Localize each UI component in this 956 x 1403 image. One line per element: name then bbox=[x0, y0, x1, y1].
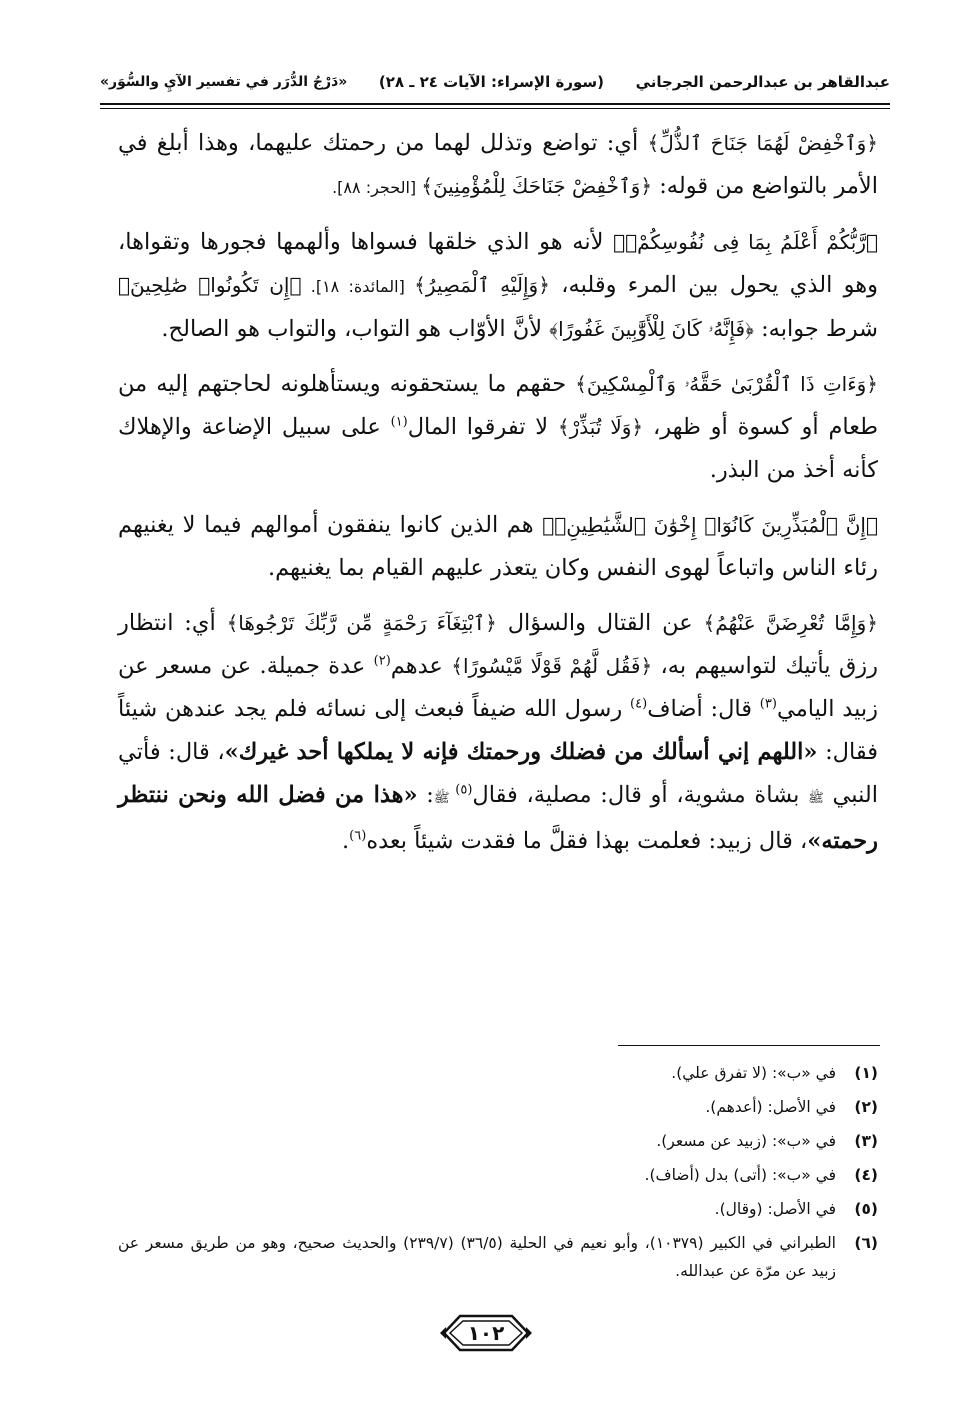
quran-verse: ﴿وَإِمَّا تُعْرِضَنَّ عَنْهُمُ﴾ bbox=[703, 611, 878, 635]
quran-verse: ﴿فَقُل لَّهُمْ قَوْلًا مَّيْسُورًا﴾ bbox=[451, 654, 653, 678]
footnote-text: في «ب»: (زبيد عن مسعر). bbox=[656, 1132, 836, 1150]
header-rule bbox=[100, 103, 890, 105]
footnote-text: في الأصل: (أعدهم). bbox=[705, 1098, 836, 1116]
page-number-text: ١٠٢ bbox=[467, 1321, 505, 1345]
commentary-text: هم الذين كانوا ينفقون أموالهم فيما لا يغنيهم رئاء الناس واتباعاً لهوى النفس وكان يتعذر عليهم القيام بما يغنيهم. bbox=[118, 512, 878, 581]
header-author: عبدالقاهر بن عبدالرحمن الجرجاني bbox=[635, 73, 890, 91]
footnote-item bbox=[118, 1056, 878, 1090]
header-rule-thin bbox=[100, 108, 890, 109]
footnote-marker[interactable]: (٤) bbox=[630, 696, 648, 712]
hadith-quote: «اللهم إني أسألك من فضلك ورحمتك فإنه لا يملكها أحد غيرك» bbox=[224, 739, 818, 765]
quran-verse: ﴿ٱبْتِغَآءَ رَحْمَةٍ مِّن رَّبِّكَ تَرْجُوهَا﴾ bbox=[226, 611, 497, 635]
header-book-title: «دَرْجُ الدُّرَر في تفسير الآيِ والسُّوَر» bbox=[100, 74, 348, 90]
commentary-text: عدهم bbox=[390, 653, 452, 679]
footnote-item bbox=[118, 1226, 878, 1285]
footnote-number: (٣) bbox=[854, 1132, 878, 1150]
header-surah: (سورة الإسراء: الآيات ٢٤ ـ ٢٨) bbox=[378, 73, 604, 91]
footnote-marker[interactable]: (١) bbox=[390, 414, 408, 430]
quran-verse: ﴿وَءَاتِ ذَا ٱلْقُرْبَىٰ حَقَّهُۥ وَٱلْمِسْكِينَ﴾ bbox=[575, 372, 878, 396]
verse-reference: [الحجر: ٨٨]. bbox=[332, 178, 422, 197]
footnote-text: في «ب»: (لا تفرق علي). bbox=[671, 1064, 836, 1082]
footnote-text: في الأصل: (وقال). bbox=[714, 1200, 836, 1218]
footnote-marker[interactable]: (٢) bbox=[373, 653, 391, 669]
commentary-text: عن القتال والسؤال bbox=[496, 610, 704, 636]
commentary-text: أي: تواضع وتذلل لهما من رحمتك عليهما، وهذا أبلغ في الأمر بالتواضع من قوله: bbox=[118, 130, 878, 199]
main-text bbox=[118, 122, 878, 875]
commentary-text: ، قال: فأتي النبي bbox=[118, 739, 878, 808]
commentary-text: شرط جوابه: bbox=[753, 316, 878, 342]
footnote-number: (٤) bbox=[854, 1166, 878, 1184]
footnote-item bbox=[118, 1090, 878, 1124]
commentary-text: لأنه هو الذي خلقها فسواها وألهمها فجورها وتقواها، وهو الذي يحول بين المرء وقلبه، bbox=[118, 229, 879, 298]
commentary-text: : bbox=[417, 782, 434, 808]
footnote-text: الطبراني في الكبير (١٠٣٧٩)، وأبو نعيم في الحلية (٣٦/٥) (٢٣٩/٧) والحديث صحيح، وهو من طريق مسعر عن زبيد عن مرّة عن عبدالله. bbox=[118, 1234, 836, 1280]
hadith-quote: «هذا من فضل الله ونحن ننتظر رحمته» bbox=[118, 782, 878, 854]
paragraph-5 bbox=[118, 602, 878, 863]
salutation-glyph: ﷺ bbox=[808, 791, 824, 806]
commentary-text: لا تفرقوا المال bbox=[407, 414, 558, 440]
footnote-item bbox=[118, 1124, 878, 1158]
commentary-text: رسول الله ضيفاً فبعث إلى نسائه فلم يجد عندهن شيئاً فقال: bbox=[118, 696, 878, 765]
verse-reference: [المائدة: ١٨]. bbox=[301, 277, 415, 296]
footnote-number: (٦) bbox=[854, 1234, 878, 1252]
commentary-text: حقهم ما يستحقونه ويستأهلونه لحاجتهم إليه من طعام أو كسوة أو ظهر، bbox=[118, 371, 879, 440]
footnotes bbox=[118, 1056, 878, 1285]
footnote-item bbox=[118, 1192, 878, 1226]
commentary-text: عدة جميلة. عن مسعر عن زبيد اليامي bbox=[118, 653, 878, 722]
commentary-text: بشاة مشوية، أو قال: مصلية، فقال bbox=[472, 782, 809, 808]
quran-verse: ﴿وَٱخْفِضْ لَهُمَا جَنَاحَ ٱلذُّلِّ﴾ bbox=[647, 131, 878, 155]
commentary-text: أي: انتظار رزق يأتيك لتواسيهم به، bbox=[118, 610, 879, 679]
quran-verse: ﴿إِنَّ ٱلْمُبَذِّرِينَ كَانُوٓا۟ إِخْوَٰنَ ٱلشَّيَٰطِينِۖ﴾ bbox=[542, 513, 878, 537]
footnote-text: في «ب»: (أتى) بدل (أضاف). bbox=[644, 1166, 836, 1184]
footnote-marker[interactable]: (٣) bbox=[759, 696, 777, 712]
footnote-number: (٥) bbox=[854, 1200, 878, 1218]
commentary-text: لأنَّ الأوّاب هو التواب، والتواب هو الصالح. bbox=[161, 316, 550, 342]
quran-verse: ﴿فَإِنَّهُۥ كَانَ لِلْأَوَّٰبِينَ غَفُورًا﴾ bbox=[549, 317, 754, 341]
paragraph-1 bbox=[118, 122, 878, 209]
quran-verse: ﴿رَّبُّكُمْ أَعْلَمُ بِمَا فِى نُفُوسِكُمْۚ﴾ bbox=[613, 230, 878, 254]
commentary-text: . bbox=[342, 828, 350, 854]
page-number bbox=[440, 1312, 532, 1354]
paragraph-3 bbox=[118, 363, 878, 492]
paragraph-2 bbox=[118, 221, 878, 351]
commentary-text: ، قال زبيد: فعلمت بهذا فقلَّ ما فقدت شيئاً بعده bbox=[366, 828, 808, 854]
quran-verse: ﴿وَلَا تُبَذِّرْ﴾ bbox=[557, 415, 644, 439]
footnote-number: (٢) bbox=[854, 1098, 878, 1116]
quran-verse: ﴿وَٱخْفِضْ جَنَاحَكَ لِلْمُؤْمِنِينَ﴾ bbox=[421, 174, 653, 198]
footnote-item bbox=[118, 1158, 878, 1192]
quran-verse: ﴿وَإِلَيْهِ ٱلْمَصِيرُ﴾ bbox=[414, 273, 550, 297]
footnote-number: (١) bbox=[854, 1064, 878, 1082]
footnote-separator bbox=[618, 1045, 880, 1046]
paragraph-4 bbox=[118, 504, 878, 590]
footnote-marker[interactable]: (٥) bbox=[455, 782, 473, 798]
commentary-text: قال: أضاف bbox=[647, 696, 760, 722]
commentary-text: على سبيل الإضاعة والإهلاك كأنه أخذ من البذر. bbox=[118, 414, 878, 483]
salutation-glyph: ﷺ bbox=[433, 791, 456, 806]
running-header bbox=[100, 62, 890, 102]
footnote-marker[interactable]: (٦) bbox=[349, 828, 367, 844]
quran-verse: ﴿إِن تَكُونُوا۟ صَٰلِحِينَ﴾ bbox=[118, 273, 302, 297]
